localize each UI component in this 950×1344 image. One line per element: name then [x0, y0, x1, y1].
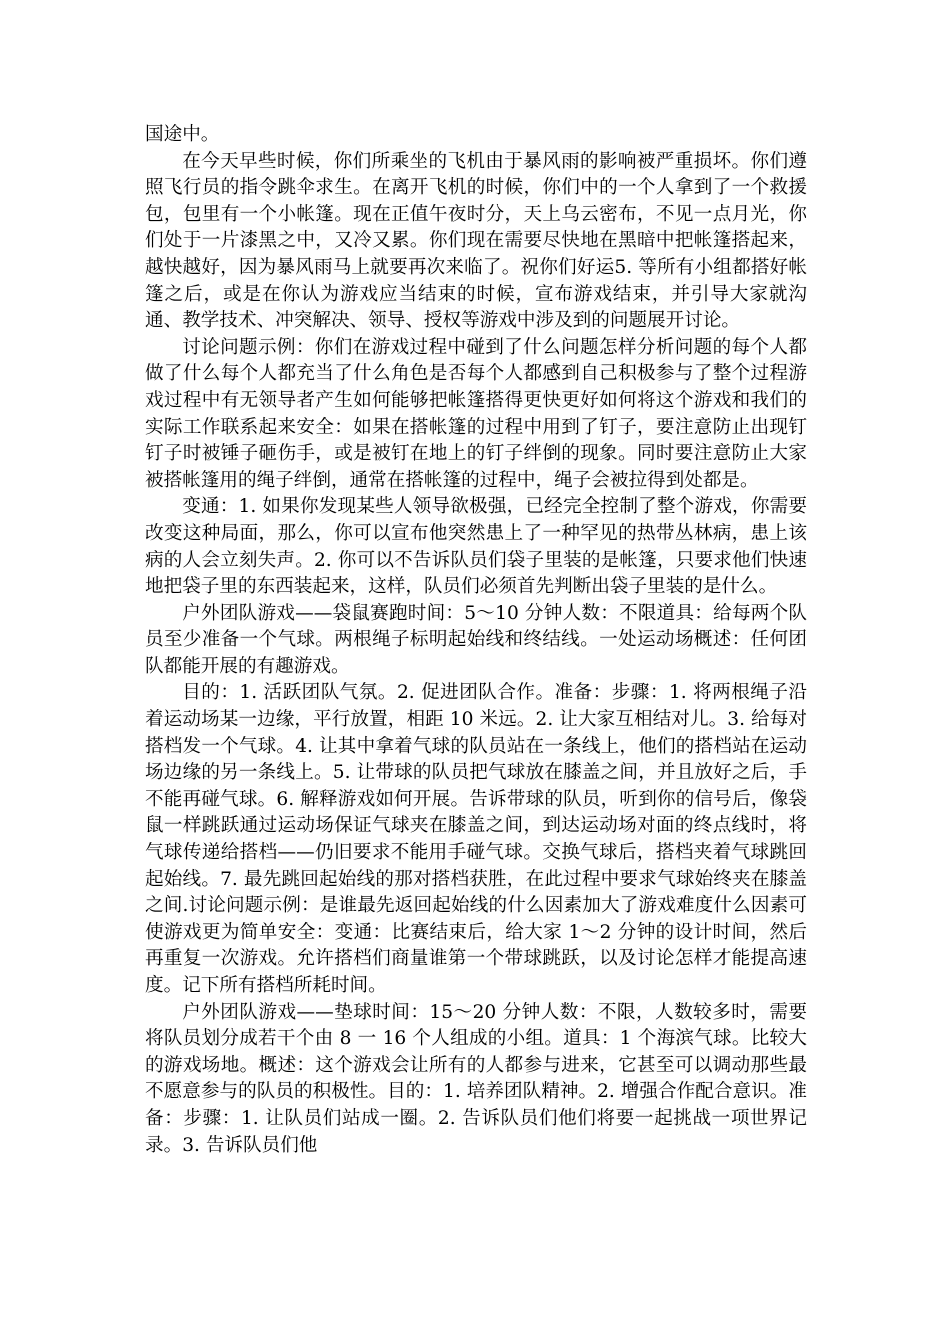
paragraph-2: 在今天早些时候，你们所乘坐的飞机由于暴风雨的影响被严重损坏。你们遵照飞行员的指令跳伞求生。在离开飞机的时候，你们中的一个人拿到了一个救援包，包里有一个小帐篷。现在正值午夜时分，天上乌云密布，不见一点月光，你们处于一片漆黑之中，又冷又累。你们现在需要尽快地在黑暗中把帐篷搭起来，越快越好，因为暴风雨马上就要再次来临了。祝你们好运5. 等所有小组都搭好帐篷之后，或是在你认为游戏应当结束的时候，宣布游戏结束，并引导大家就沟通、教学技术、冲突解决、领导、授权等游戏中涉及到的问题展开讨论。 [145, 150, 807, 332]
document-page [145, 122, 807, 1159]
paragraph-7: 户外团队游戏——垫球时间：15～20 分钟人数：不限，人数较多时，需要将队员划分成若干个由 8 一 16 个人组成的小组。道具：1 个海滨气球。比较大的游戏场地。概述：这个游戏会让所有的人都参与进来，它甚至可以调动那些最不愿意参与的队员的积极性。目的：1. 培养团队精神。2. 增强合作配合意识。准备：步骤：1. 让队员们站成一圈。2. 告诉队员们他们将要一起挑战一项世界记录。3. 告诉队员们他 [145, 1001, 807, 1156]
paragraph-4: 变通：1. 如果你发现某些人领导欲极强，已经完全控制了整个游戏，你需要改变这种局面，那么，你可以宣布他突然患上了一种罕见的热带丛林病，患上该病的人会立刻失声。2. 你可以不告诉队员们袋子里装的是帐篷，只要求他们快速地把袋子里的东西装起来，这样，队员们必须首先判断出袋子里装的是什么。 [145, 496, 807, 598]
paragraph-6: 目的：1. 活跃团队气氛。2. 促进团队合作。准备：步骤：1. 将两根绳子沿着运动场某一边缘，平行放置，相距 10 米远。2. 让大家互相结对儿。3. 给每对搭档发一个气球。4. 让其中拿着气球的队员站在一条线上，他们的搭档站在运动场边缘的另一条线上。5. 让带球的队员把气球放在膝盖之间，并且放好之后，手不能再碰气球。6. 解释游戏如何开展。告诉带球的队员，听到你的信号后，像袋鼠一样跳跃通过运动场保证气球夹在膝盖之间，到达运动场对面的终点线时，将气球传递给搭档——仍旧要求不能用手碰气球。交换气球后，搭档夹着气球跳回起始线。7. 最先跳回起始线的那对搭档获胜，在此过程中要求气球始终夹在膝盖之间.讨论问题示例：是谁最先返回起始线的什么因素加大了游戏难度什么因素可使游戏更为简单安全：变通：比赛结束后，给大家 1～2 分钟的设计时间，然后再重复一次游戏。允许搭档们商量谁第一个带球跳跃，以及讨论怎样才能提高速度。记下所有搭档所耗时间。 [145, 682, 807, 996]
paragraph-3: 讨论问题示例：你们在游戏过程中碰到了什么问题怎样分析问题的每个人都做了什么每个人都充当了什么角色是否每个人都感到自己积极参与了整个过程游戏过程中有无领导者产生如何能够把帐篷搭得更快更好如何将这个游戏和我们的实际工作联系起来安全：如果在搭帐篷的过程中用到了钉子，要注意防止出现钉钉子时被锤子砸伤手，或是被钉在地上的钉子绊倒的现象。同时要注意防止大家被搭帐篷用的绳子绊倒，通常在搭帐篷的过程中，绳子会被拉得到处都是。 [145, 336, 807, 491]
paragraph-5: 户外团队游戏——袋鼠赛跑时间：5～10 分钟人数：不限道具：给每两个队员至少准备一个气球。两根绳子标明起始线和终结线。一处运动场概述：任何团队都能开展的有趣游戏。 [145, 602, 807, 677]
paragraph-1: 国途中。 [145, 124, 220, 145]
